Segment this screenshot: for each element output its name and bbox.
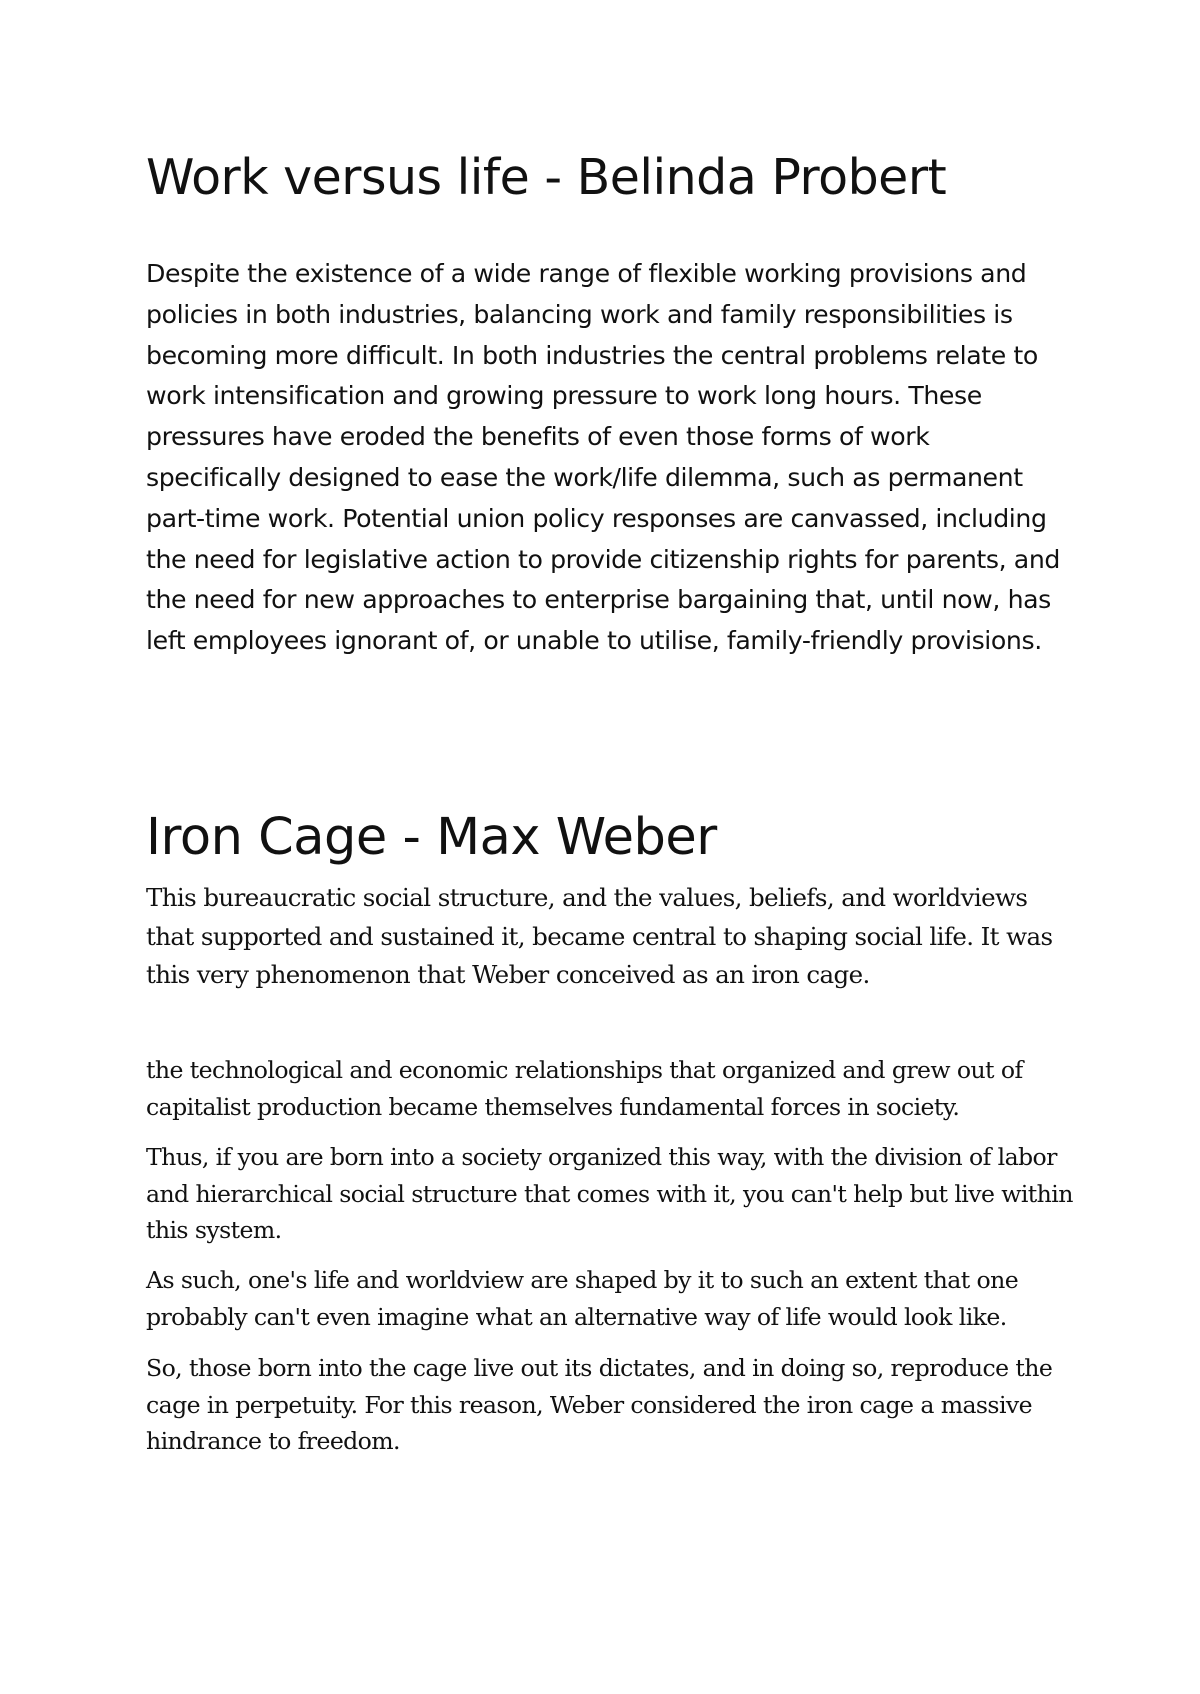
section-heading-work-versus-life: Work versus life - Belinda Probert — [146, 149, 947, 206]
section-paragraph-work-versus-life: Despite the existence of a wide range of flexible working provisions and policies in both industries, balancing work and family responsibilities is becoming more difficult. In both industries the central problems relate to work intensification and growing pressure to work long hours. These pressures have eroded the benefits of even those forms of work specifically designed to ease the work/life dilemma, such as permanent part-time work. Potential union policy responses are canvassed, including the need for legislative action to provide citizenship rights for parents, and the need for new approaches to enterprise bargaining that, until now, has left employees ignorant of, or unable to utilise, family-friendly provisions. — [146, 259, 1060, 656]
iron-cage-paragraph-3-end: and hierarchical social structure that comes with it, you can't help but live within this system. — [146, 1179, 1073, 1244]
division-of-labor-link[interactable]: division of labor — [874, 1143, 1057, 1171]
iron-cage-paragraph-3 — [146, 1139, 1076, 1249]
section-heading-iron-cage: Iron Cage - Max Weber — [146, 808, 717, 867]
iron-cage-paragraph-4: As such, one's life and worldview are shaped by it to such an extent that one probably can't even imagine what an alternative way of life would look like. — [146, 1266, 1019, 1331]
iron-cage-paragraph-1: This bureaucratic social structure, and the values, beliefs, and worldviews that supported and sustained it, became central to shaping social life. It was this very phenomenon that Weber conceived as an iron cage. — [146, 883, 1053, 989]
iron-cage-paragraph-3-start: Thus, if you are born into a society organized this way, with the — [146, 1143, 875, 1171]
iron-cage-paragraph-2: the technological and economic relationships that organized and grew out of capitalist production became themselves fundamental forces in society. — [146, 1056, 1023, 1121]
iron-cage-paragraph-5: So, those born into the cage live out its dictates, and in doing so, reproduce the cage in perpetuity. For this reason, Weber considered the iron cage a massive hindrance to freedom. — [146, 1354, 1053, 1455]
